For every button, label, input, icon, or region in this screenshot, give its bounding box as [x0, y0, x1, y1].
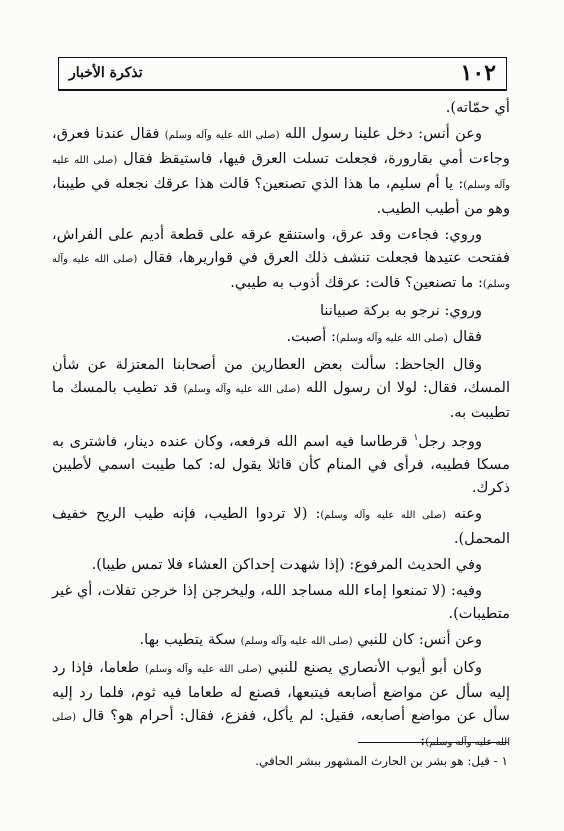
- paragraph: وكان أبو أيوب الأنصاري يصنع للنبي (صلى الله عليه وآله وسلم) طعاما، فإذا رد إليه سأل عن مواضع أصابعه فيتبعها، فصنع له طعاما فيه ثوم، فلما رد إليه سأل عن مواضع أصابعه، فقيل: لم يأكل، ففزع، فقال: أحرام هو؟ قال (صلى الله عليه وآله وسلم):: [52, 658, 510, 749]
- footnote-marker: ١: [413, 433, 419, 443]
- paragraph: وروي: فجاءت وقد عرق، واستنقع عرقه على قطعة أديم على الفراش، ففتحت عتيدها فجعلت تنشف ذلك العرق في قواريرها، فقال (صلى الله عليه وآله وسلم): ما تصنعين؟ قالت: عرقك أذوب به طيبي.: [52, 226, 510, 291]
- footnote: ١ - قيل: هو بشر بن الحارث المشهور ببشر الحافي.: [255, 754, 508, 768]
- paragraph: وفيه: (لا تمنعوا إماء الله مساجد الله، وليخرجن إذا خرجن تفلات، أي غير متطيبات).: [52, 581, 510, 622]
- salutation: (صلى الله عليه وآله وسلم): [164, 130, 280, 141]
- salutation: (صلى الله عليه وآله وسلم): [183, 384, 301, 395]
- footnote-divider: [358, 742, 508, 743]
- salutation: (صلى الله عليه وآله وسلم): [52, 155, 510, 191]
- paragraph: وروي: نرجو به بركة صبياننا: [319, 302, 482, 319]
- salutation: (صلى الله عليه وآله وسلم): [320, 509, 446, 521]
- paragraph: وفي الحديث المرفوع: (إذا شهدت إحداكن العشاء فلا تمس طيبا).: [91, 555, 482, 573]
- body-text: [52, 96, 510, 757]
- paragraph: وعنه (صلى الله عليه وآله وسلم): (لا تردوا الطيب، فإنه طيب الريح خفيف المحمل).: [52, 504, 510, 547]
- salutation: (صلى الله عليه وآله وسلم): [52, 711, 510, 748]
- salutation: (صلى الله عليه وآله وسلم): [145, 663, 262, 675]
- salutation: (صلى الله عليه وآله وسلم): [240, 635, 353, 647]
- running-title: تذكرة الأخبار: [69, 65, 143, 81]
- paragraph: فقال (صلى الله عليه وآله وسلم): أصبت.: [286, 328, 482, 345]
- salutation: (صلى الله عليه وآله وسلم): [335, 333, 448, 344]
- page-header: [58, 57, 507, 91]
- paragraph: وقال الجاحظ: سألت بعض العطارين من أصحابنا المعتزلة عن شأن المسك، فقال: لولا ان رسول الله (صلى الله عليه وآله وسلم) قد تطيب بالمسك ما تطيبت به.: [52, 356, 511, 421]
- paragraph: وعن أنس: كان للنبي (صلى الله عليه وآله وسلم) سكة يتطيب بها.: [139, 630, 482, 648]
- paragraph: أي حمّاته).: [445, 99, 510, 116]
- salutation: (صلى الله عليه وآله وسلم): [52, 254, 510, 290]
- paragraph: وعن أنس: دخل علينا رسول الله (صلى الله عليه وآله وسلم) فقال عندنا فعرق، وجاءت أمي بقارورة، فجعلت تسلت العرق فيها، فاستيقظ فقال (صلى الله عليه وآله وسلم): يا أم سليم، ما هذا الذي تصنعين؟ قالت هذا عرقك نجعله في طيبنا، وهو من أطيب الطيب.: [52, 125, 510, 217]
- paragraph: ووجد رجل$^١$ قرطاسا فيه اسم الله فرفعه، وكان عنده دينار، فاشترى به مسكا فطيبه، فرأى في المنام كأن قائلا يقول له: كما طيبت اسمي لأطيبن ذكرك.: [52, 432, 510, 496]
- page-number: ١٠٢: [460, 60, 496, 86]
